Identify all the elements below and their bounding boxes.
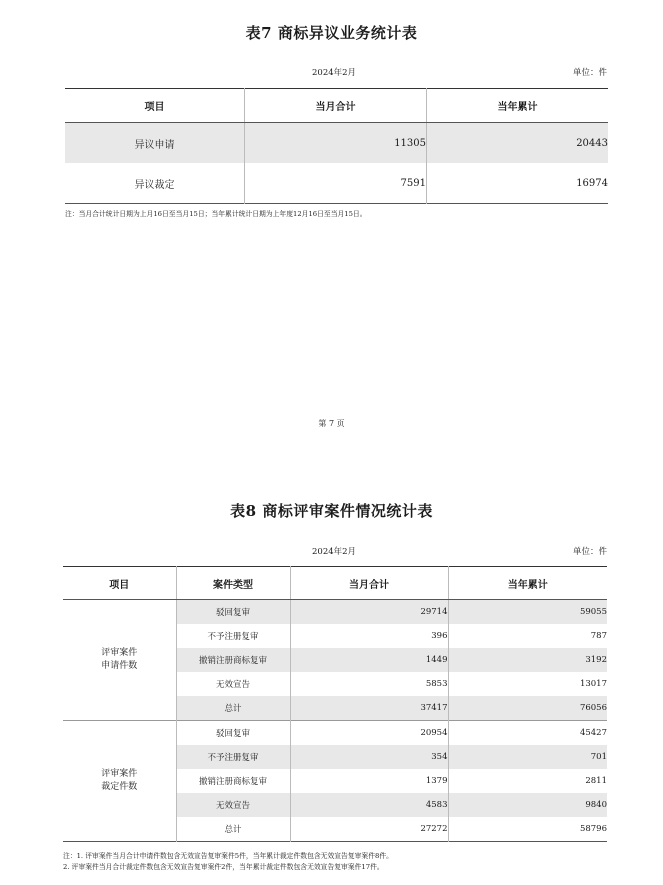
table7-note: 注：当月合计统计日期为上月16日至当月15日；当年累计统计日期为上年度12月16日至当月15日。: [65, 210, 367, 218]
row-case-type: 无效宣告: [176, 793, 290, 817]
row-case-type: 总计: [176, 696, 290, 721]
row-case-type: 不予注册复审: [176, 624, 290, 648]
row-year-value: 13017: [579, 679, 607, 689]
group-label-line: 评审案件: [101, 769, 138, 779]
table-header-row: [65, 89, 608, 123]
row-case-type: 总计: [176, 817, 290, 842]
row-month-value: 4583: [290, 793, 448, 817]
row-month-value: 7591: [245, 163, 427, 204]
table8-note-2: 2. 评审案件当月合计裁定件数包含无效宣告复审案件2件，当年累计裁定件数包含无效宣告复审案件17件。: [63, 863, 384, 871]
table7-date: 2024年2月: [312, 68, 357, 78]
group-label-applications: [63, 600, 176, 721]
header-case-type: 案件类型: [176, 567, 290, 600]
row-year-value: 59055: [448, 600, 607, 625]
opposition-statistics-table: [65, 88, 608, 204]
row-month-value: 354: [290, 745, 448, 769]
row-case-type: 驳回复审: [176, 600, 290, 625]
header-year-total: 当年累计: [448, 567, 607, 600]
table-header-row: [63, 567, 607, 600]
table-row: [63, 600, 607, 625]
table7-unit: 单位：件: [572, 68, 607, 78]
row-case-type: 撤销注册商标复审: [176, 769, 290, 793]
row-case-type: 不予注册复审: [176, 745, 290, 769]
row-month-value: 20954: [290, 721, 448, 746]
header-month-total: 当月合计: [290, 567, 448, 600]
row-item: 异议申请: [65, 123, 245, 164]
row-year-value: 16974: [576, 177, 608, 189]
page-number: 第 7 页: [318, 419, 345, 428]
group-label-rulings: [63, 721, 176, 842]
table8-note-1: 注：1. 评审案件当月合计申请件数包含无效宣告复审案件5件，当年累计裁定件数包含无效宣告复审案件8件。: [63, 852, 393, 860]
table-row: [65, 163, 608, 204]
table-row: [63, 721, 607, 746]
row-month-value: 27272: [290, 817, 448, 842]
row-month-value: 11305: [245, 123, 427, 164]
table8-date: 2024年2月: [312, 547, 357, 557]
header-year-total: 当年累计: [427, 89, 609, 123]
row-month-value: 5853: [290, 672, 448, 696]
group-label-line: 评审案件: [101, 648, 138, 658]
row-month-value: 1449: [290, 648, 448, 672]
row-case-type: 无效宣告: [176, 672, 290, 696]
row-month-value: 37417: [290, 696, 448, 721]
table8-title: 表8 商标评审案件情况统计表: [230, 502, 433, 520]
row-month-value: 29714: [290, 600, 448, 625]
group-label-line: 申请件数: [101, 661, 138, 671]
header-month-total: 当月合计: [245, 89, 427, 123]
row-year-value: 9840: [448, 793, 607, 817]
row-year-value: 3192: [448, 648, 607, 672]
group-label-line: 裁定件数: [101, 782, 138, 792]
row-month-value: 396: [290, 624, 448, 648]
row-year-value: 58796: [579, 824, 607, 834]
review-cases-table: [63, 566, 607, 842]
row-month-value: 1379: [290, 769, 448, 793]
row-year-value: 76056: [448, 696, 607, 721]
row-year-value: 701: [448, 745, 607, 769]
row-year-value: 20443: [427, 123, 609, 164]
table8-unit: 单位：件: [572, 547, 607, 557]
table7-title: 表7 商标异议业务统计表: [245, 24, 418, 42]
row-case-type: 驳回复审: [176, 721, 290, 746]
row-year-value: 45427: [448, 721, 607, 746]
header-item: 项目: [63, 567, 176, 600]
table-row: [65, 123, 608, 164]
row-year-value: 787: [590, 631, 607, 641]
row-year-value: 2811: [585, 776, 607, 786]
header-item: 项目: [65, 89, 245, 123]
row-item: 异议裁定: [65, 163, 245, 204]
row-case-type: 撤销注册商标复审: [176, 648, 290, 672]
